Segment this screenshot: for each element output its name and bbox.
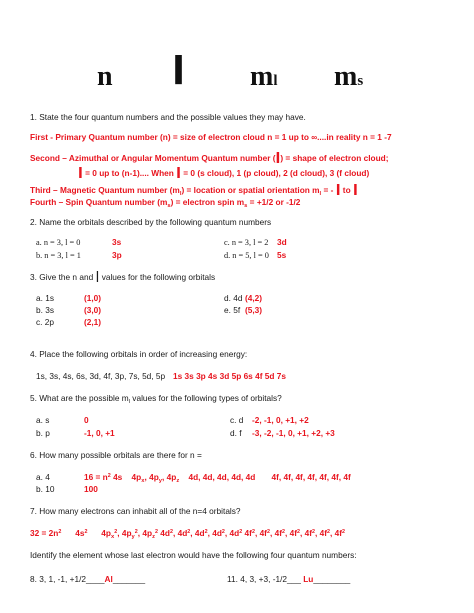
q11: 11. 4, 3, +3, -1/2___ Lu________ — [227, 574, 351, 584]
q2-d: d. n = 5, l = 0 — [224, 251, 269, 260]
q2-c-answer: 3d — [277, 237, 287, 247]
q2-a-answer: 3s — [112, 237, 122, 247]
q5-question: 5. What are the possible $m_l$ values for the following types of orbitals? — [30, 393, 282, 405]
q2-c: c. n = 3, l = 2 — [224, 238, 269, 247]
q5-c-answer: -2, -1, 0, +1, +2 — [252, 415, 309, 425]
q1-third: Third – Magnetic Quantum number $(m_l)$ = location or spatial orientation $m_l$ = - l to l — [30, 183, 358, 199]
header-l: l — [172, 49, 186, 93]
q3-e: e. 5f — [224, 305, 241, 315]
q5-d: d. f — [230, 428, 242, 438]
q5-c: c. d — [230, 415, 244, 425]
q6-a-answer: $16 = n^2$ 4s $4p_x$, $4p_y$, $4p_z$ 4d, 4d, 4d, 4d, 4d 4f, 4f, 4f, 4f, 4f, 4f, 4f — [84, 472, 351, 484]
q2-b-answer: 3p — [112, 250, 122, 260]
q2-b: b. n = 3, l = 1 — [36, 251, 81, 260]
q2-a: a. n = 3, l = 0 — [36, 238, 81, 247]
q7-answer: $32 = 2n^2$ $4s^2$ $4p_x^2$, $4p_y^2$, $4p_z^2$ $4d^2$, $4d^2$, $4d^2$, $4d^2$, $4d^2$ $4f^2$, $4f^2$, $4f^2$, $4f^2$, $4f^2$, $4f^2$, $4f^2$ — [30, 528, 346, 540]
q4-question: 4. Place the following orbitals in order of increasing energy: — [30, 349, 248, 359]
q5-d-answer: -3, -2, -1, 0, +1, +2, +3 — [252, 428, 335, 438]
q3-b: b. 3s — [36, 305, 54, 315]
q6-a: a. 4 — [36, 472, 50, 482]
q6-question: 6. How many possible orbitals are there for n = — [30, 450, 202, 460]
q1-fourth: Fourth – Spin Quantum number $(m_s)$ = electron spin $m_s = +1/2$ or -1/2 — [30, 197, 301, 209]
q1-first: First - Primary Quantum number (n) = size of electron cloud n = 1 up to ∞....in reality n = 1 -7 — [30, 132, 392, 142]
header-ml: ml — [250, 61, 278, 92]
q3-d: d. 4d — [224, 293, 243, 303]
identify-instruction: Identify the element whose last electron would have the following four quantum numbers: — [30, 550, 357, 560]
q5-a: a. s — [36, 415, 50, 425]
q4-answer: 1s 3s 3p 4s 3d 5p 6s 4f 5d 7s — [173, 371, 286, 381]
q5-b: b. p — [36, 428, 50, 438]
q2-question: 2. Name the orbitals described by the following quantum numbers — [30, 217, 272, 227]
q3-a: a. 1s — [36, 293, 54, 303]
q1-second: Second – Azimuthal or Angular Momentum Quantum number (l) = shape of electron cloud; — [30, 151, 389, 167]
q3-d-answer: (4,2) — [245, 293, 263, 303]
q7-question: 7. How many electrons can inhabit all of the n=4 orbitals? — [30, 506, 241, 516]
q6-b-answer: 100 — [84, 484, 98, 494]
q3-question: 3. Give the n and l values for the following orbitals — [30, 270, 216, 286]
q4-list: 1s, 3s, 4s, 6s, 3d, 4f, 3p, 7s, 5d, 5p — [36, 371, 166, 381]
q3-c: c. 2p — [36, 317, 54, 327]
q2-d-answer: 5s — [277, 250, 287, 260]
q8: 8. 3, 1, -1, +1/2____Al_______ — [30, 574, 146, 584]
q1-second-values: l = 0 up to (n-1).... When l = 0 (s cloud), 1 (p cloud), 2 (d cloud), 3 (f cloud) — [78, 166, 370, 182]
header-ms: ms — [334, 61, 364, 92]
q1-question: 1. State the four quantum numbers and the possible values they may have. — [30, 112, 306, 122]
q5-a-answer: 0 — [84, 415, 89, 425]
q5-b-answer: -1, 0, +1 — [84, 428, 115, 438]
q6-b: b. 10 — [36, 484, 55, 494]
header-n: n — [97, 61, 113, 92]
q3-c-answer: (2,1) — [84, 317, 102, 327]
q3-b-answer: (3,0) — [84, 305, 102, 315]
q3-e-answer: (5,3) — [245, 305, 263, 315]
q3-a-answer: (1,0) — [84, 293, 102, 303]
